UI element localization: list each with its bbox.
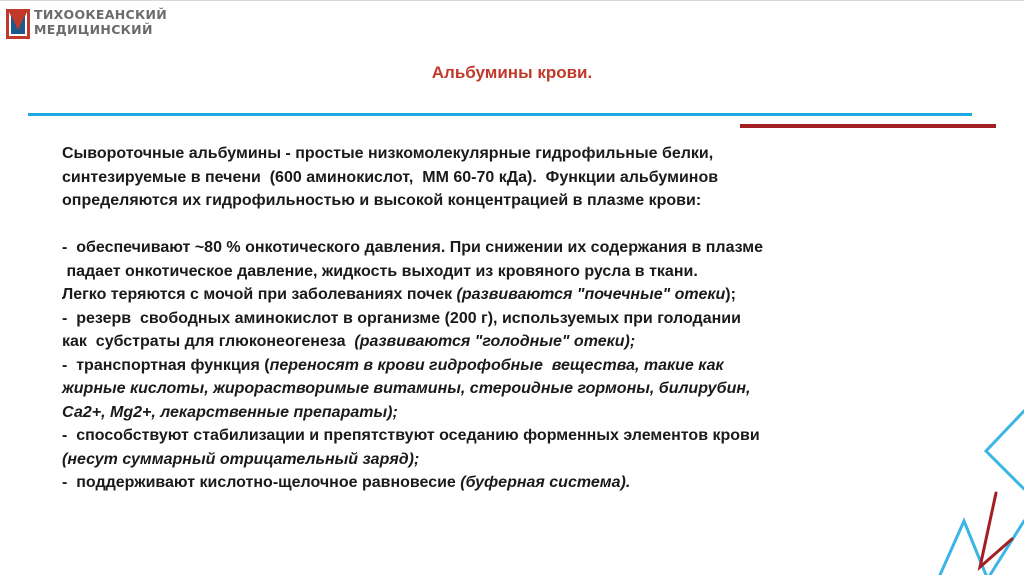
- body-line-14-italic: (буферная система).: [460, 474, 631, 491]
- body-line-1: Сывороточные альбумины - простые низкомолекулярные гидрофильные белки,: [62, 145, 714, 162]
- body-line-6-end: );: [725, 286, 736, 303]
- logo-line-2: МЕДИЦИНСКИЙ: [34, 22, 153, 37]
- body-line-13: [62, 448, 962, 472]
- body-line-11: [62, 401, 962, 425]
- body-line-9-text: - транспортная функция (: [62, 356, 270, 374]
- body-line-11-italic: Са2+, Mg2+, лекарственные препараты);: [62, 403, 398, 421]
- body-line-13-italic: (несут суммарный отрицательный заряд);: [62, 450, 420, 468]
- body-line-3: определяются их гидрофильностью и высокой концентрацией в плазме крови:: [62, 192, 702, 209]
- body-line-8-text: как субстраты для глюконеогенеза: [62, 333, 355, 350]
- body-line-9-italic: переносят в крови гидрофобные вещества, такие как: [269, 356, 724, 374]
- body-line-6-italic: (развиваются "почечные" отеки: [456, 286, 726, 303]
- body-line-14-text: - поддерживают кислотно-щелочное равновесие: [62, 474, 461, 491]
- logo-text: [34, 7, 167, 37]
- slide-body: [62, 142, 962, 495]
- body-line-14: [62, 471, 962, 495]
- divider-blue: [28, 113, 972, 116]
- body-line-10: [62, 377, 962, 401]
- body-line-2: синтезируемые в печени (600 аминокислот, ММ 60-70 кДа). Функции альбуминов: [62, 168, 719, 186]
- body-line-9: [62, 354, 962, 378]
- slide-title: Альбумины крови.: [431, 63, 593, 82]
- body-line-8: [62, 330, 962, 354]
- body-line-8-italic: (развиваются "голодные" отеки);: [354, 333, 636, 350]
- body-line-4: - обеспечивают ~80 % онкотического давления. При снижении их содержания в плазме: [62, 239, 763, 256]
- logo-line-1: ТИХООКЕАНСКИЙ: [34, 7, 167, 22]
- body-line-10-italic: жирные кислоты, жирорастворимые витамины, стероидные гормоны, билирубин,: [62, 380, 751, 397]
- body-line-6: [62, 283, 962, 307]
- body-line-7: - резерв свободных аминокислот в организме (200 г), используемых при голодании: [62, 309, 741, 327]
- decorative-lines-icon: [900, 371, 1024, 575]
- divider-red: [740, 124, 996, 128]
- university-logo: [6, 5, 176, 45]
- body-line-6-text: Легко теряются с мочой при заболеваниях почек: [62, 286, 457, 303]
- body-line-12: - способствуют стабилизации и препятствуют оседанию форменных элементов крови: [62, 427, 760, 444]
- paragraph-gap: [62, 213, 962, 237]
- body-line-5: падает онкотическое давление, жидкость выходит из кровяного русла в ткани.: [62, 262, 698, 280]
- logo-mark-icon: [6, 9, 30, 39]
